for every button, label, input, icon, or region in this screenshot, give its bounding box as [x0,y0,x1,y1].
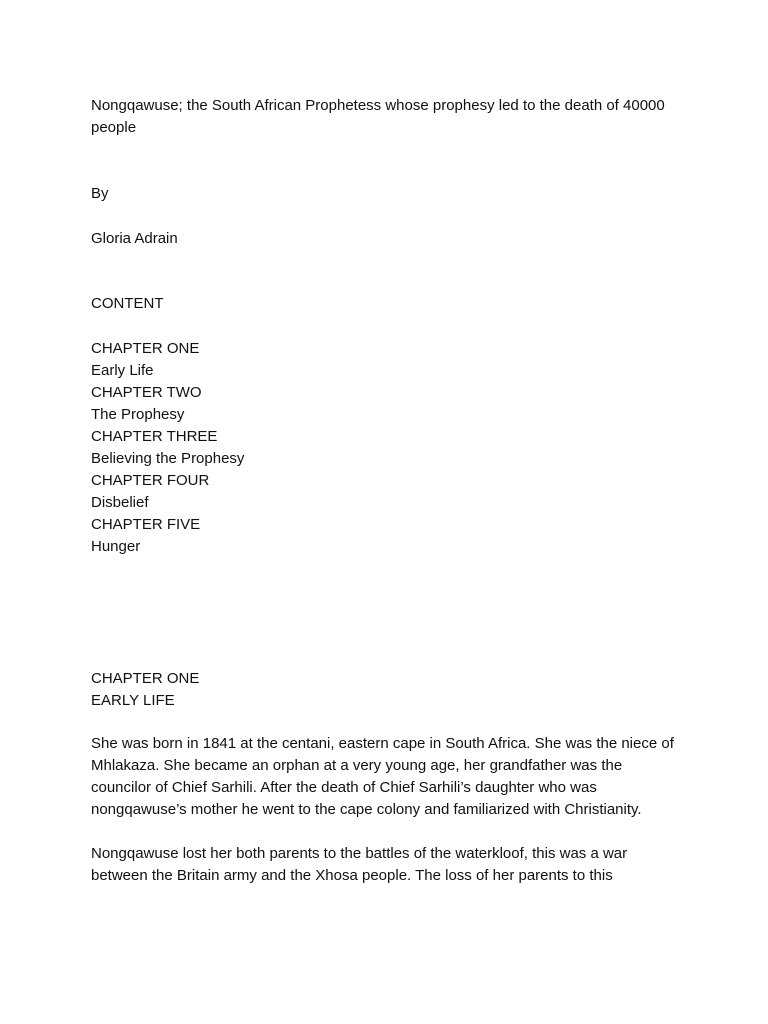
toc-chapter-title: Early Life [91,362,154,379]
toc-chapter-label: CHAPTER ONE [91,340,200,357]
toc-chapter-label: CHAPTER FOUR [91,472,210,489]
author-name: Gloria Adrain [91,230,178,247]
body-paragraph: Nongqawuse lost her both parents to the battles of the waterkloof, this was a war between the Britain army and the Xhosa people. The loss of her parents to this [91,845,628,884]
toc-chapter-title: Disbelief [91,494,149,511]
body-paragraph: She was born in 1841 at the centani, eastern cape in South Africa. She was the niece of Mhlakaza. She became an orphan at a very young age, her grandfather was the councilor of Chief Sarhili. After the death of Chief Sarhili’s daughter who was nongqawuse’s mother he went to the cape colony and familiarized with Christianity. [91,735,674,818]
document-page [91,95,681,887]
toc-chapter-title: Believing the Prophesy [91,450,245,467]
document-title: Nongqawuse; the South African Prophetess whose prophesy led to the death of 40000 people [91,97,665,136]
chapter-heading: EARLY LIFE [91,692,175,709]
contents-heading: CONTENT [91,295,164,312]
table-of-contents [91,338,681,558]
toc-chapter-label: CHAPTER FIVE [91,516,201,533]
toc-chapter-title: The Prophesy [91,406,185,423]
chapter-one-section [91,668,681,887]
toc-chapter-title: Hunger [91,538,141,555]
toc-chapter-label: CHAPTER THREE [91,428,218,445]
toc-chapter-label: CHAPTER TWO [91,384,202,401]
chapter-label: CHAPTER ONE [91,670,200,687]
by-label: By [91,185,109,202]
